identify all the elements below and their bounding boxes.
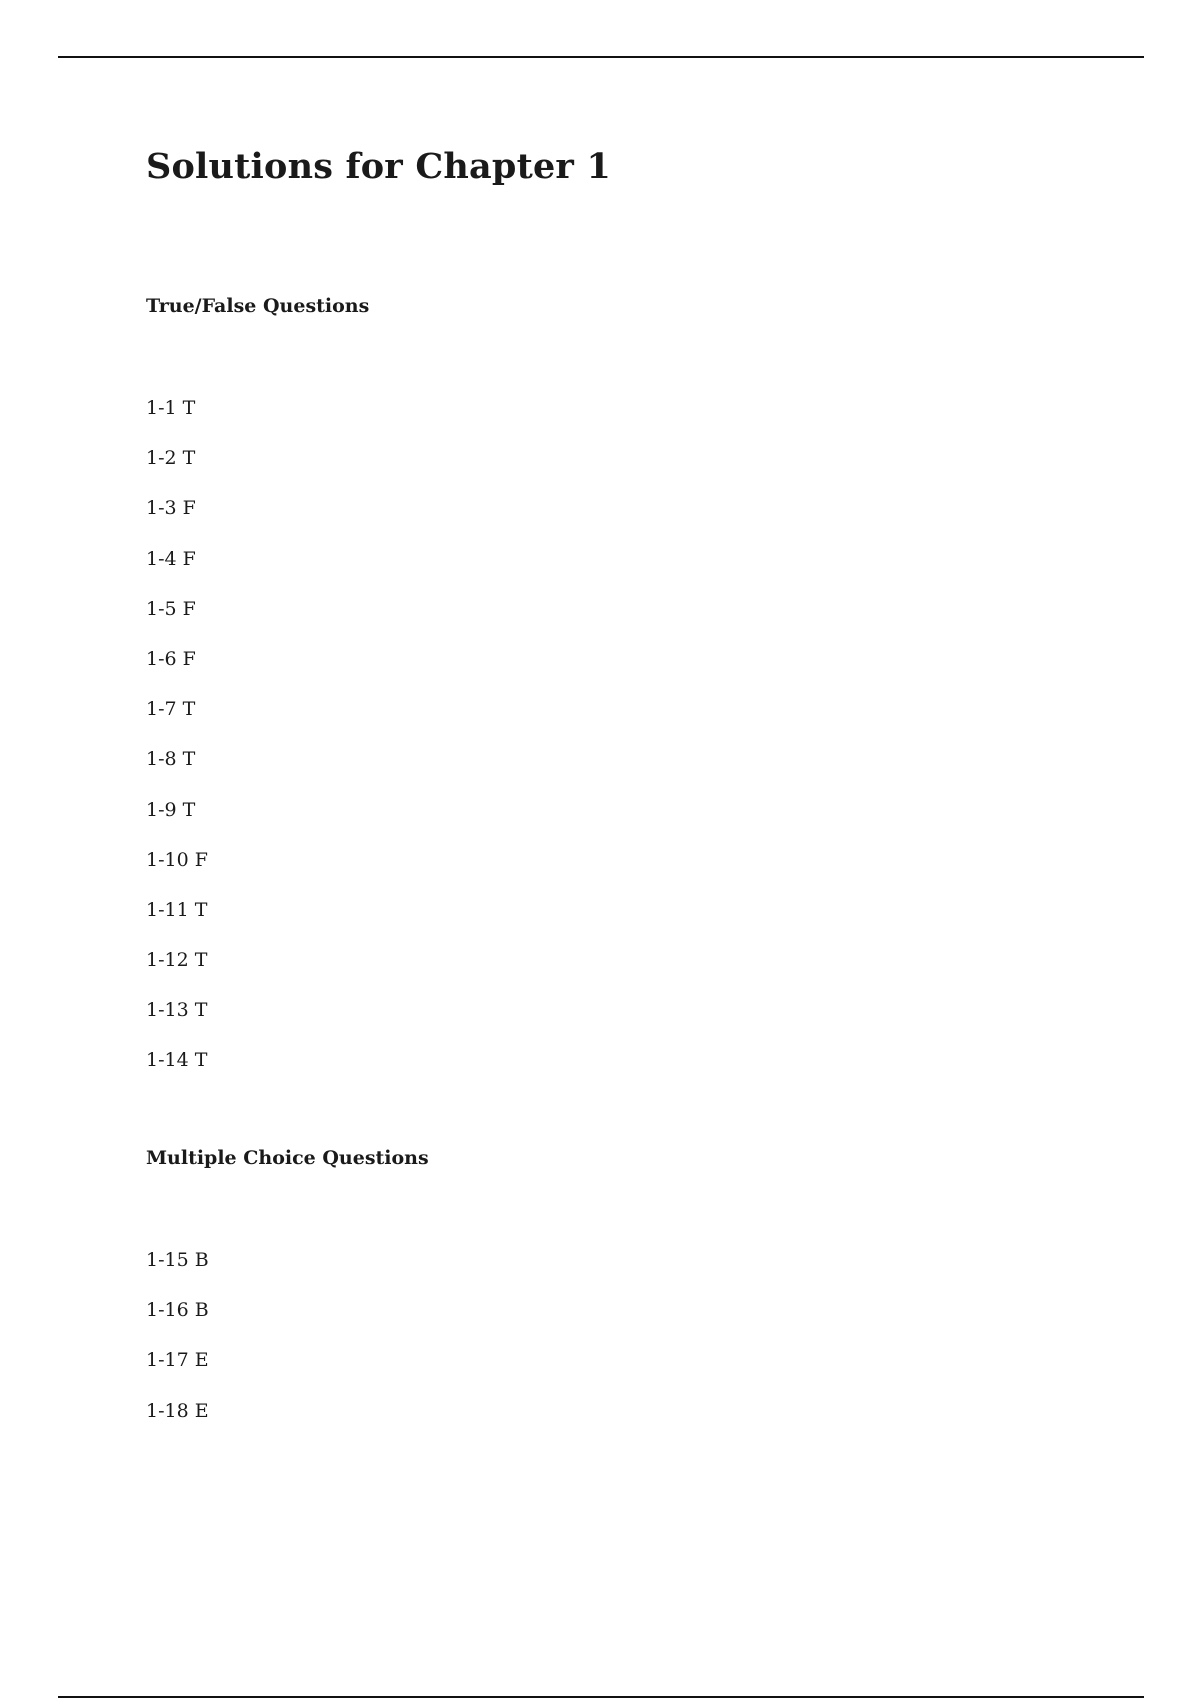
answer-item: 1-8 T — [146, 748, 196, 771]
multiple-choice-answer-list — [146, 1248, 209, 1449]
answer-item: 1-6 F — [146, 647, 196, 670]
answer-item: 1-1 T — [146, 397, 196, 419]
answer-item: 1-14 T — [146, 1049, 208, 1072]
answer-item: 1-13 T — [146, 999, 208, 1022]
section-heading-multiple-choice: Multiple Choice Questions — [146, 1147, 429, 1169]
answer-item: 1-15 B — [146, 1249, 209, 1271]
answer-item: 1-17 E — [146, 1349, 209, 1372]
answer-item: 1-5 F — [146, 597, 196, 620]
answer-item: 1-3 F — [146, 497, 196, 520]
top-rule — [58, 56, 1144, 58]
section-heading-true-false: True/False Questions — [146, 295, 370, 317]
bottom-rule — [58, 1696, 1144, 1698]
answer-item: 1-4 F — [146, 547, 196, 570]
true-false-answer-list — [146, 396, 208, 1099]
answer-item: 1-18 E — [146, 1399, 209, 1422]
answer-item: 1-9 T — [146, 798, 196, 821]
answer-item: 1-11 T — [146, 898, 208, 921]
page-title: Solutions for Chapter 1 — [146, 146, 612, 187]
answer-item: 1-16 B — [146, 1299, 209, 1322]
answer-item: 1-12 T — [146, 949, 208, 972]
answer-item: 1-7 T — [146, 698, 196, 721]
answer-item: 1-10 F — [146, 848, 208, 871]
answer-item: 1-2 T — [146, 447, 196, 470]
